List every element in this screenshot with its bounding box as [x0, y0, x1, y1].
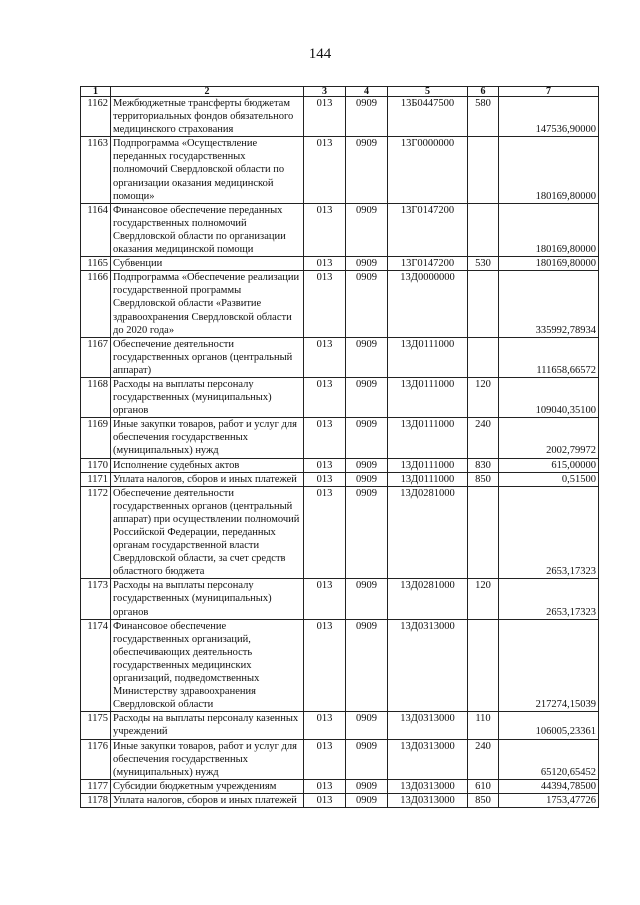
table-body: [81, 97, 599, 808]
admin-code: 013: [304, 97, 346, 137]
expense-type-code: [468, 486, 499, 579]
admin-code: 013: [304, 619, 346, 712]
admin-code: 013: [304, 137, 346, 203]
amount-value: 106005,23361: [499, 712, 599, 739]
row-number: 1178: [81, 793, 111, 807]
admin-code: 013: [304, 793, 346, 807]
admin-code: 013: [304, 271, 346, 337]
table-row: [81, 137, 599, 203]
target-item-code: 13Г0147200: [388, 257, 468, 271]
target-item-code: 13Д0281000: [388, 579, 468, 619]
target-item-code: 13Б0447500: [388, 97, 468, 137]
target-item-code: 13Д0281000: [388, 486, 468, 579]
target-item-code: 13Д0111000: [388, 337, 468, 377]
section-code: 0909: [346, 203, 388, 256]
expense-type-code: 240: [468, 418, 499, 458]
target-item-code: 13Д0313000: [388, 793, 468, 807]
admin-code: 013: [304, 458, 346, 472]
row-number: 1162: [81, 97, 111, 137]
expense-name: Обеспечение деятельности государственных органов (центральный аппарат) при осуществлении полномочий Российской Федерации, переданных органам государственной власти Свердловской области, за счет средств областного бюджета: [111, 486, 304, 579]
expense-type-code: 850: [468, 793, 499, 807]
row-number: 1174: [81, 619, 111, 712]
expense-name: Расходы на выплаты персоналу казенных учреждений: [111, 712, 304, 739]
header-row: [81, 87, 599, 97]
expense-name: Субсидии бюджетным учреждениям: [111, 779, 304, 793]
amount-value: 65120,65452: [499, 739, 599, 779]
col-header-2: 2: [111, 87, 304, 97]
expense-type-code: 850: [468, 472, 499, 486]
section-code: 0909: [346, 418, 388, 458]
expense-type-code: [468, 619, 499, 712]
table-row: [81, 337, 599, 377]
row-number: 1166: [81, 271, 111, 337]
table-row: [81, 418, 599, 458]
section-code: 0909: [346, 619, 388, 712]
row-number: 1172: [81, 486, 111, 579]
row-number: 1171: [81, 472, 111, 486]
table-row: [81, 486, 599, 579]
col-header-6: 6: [468, 87, 499, 97]
expense-type-code: [468, 137, 499, 203]
expense-type-code: 120: [468, 377, 499, 417]
admin-code: 013: [304, 377, 346, 417]
row-number: 1164: [81, 203, 111, 256]
admin-code: 013: [304, 579, 346, 619]
row-number: 1177: [81, 779, 111, 793]
expense-name: Иные закупки товаров, работ и услуг для обеспечения государственных (муниципальных) нужд: [111, 739, 304, 779]
section-code: 0909: [346, 739, 388, 779]
expense-type-code: [468, 337, 499, 377]
admin-code: 013: [304, 257, 346, 271]
table-row: [81, 472, 599, 486]
admin-code: 013: [304, 486, 346, 579]
admin-code: 013: [304, 739, 346, 779]
row-number: 1168: [81, 377, 111, 417]
table-row: [81, 739, 599, 779]
row-number: 1173: [81, 579, 111, 619]
expense-type-code: 580: [468, 97, 499, 137]
row-number: 1167: [81, 337, 111, 377]
target-item-code: 13Г0000000: [388, 137, 468, 203]
row-number: 1176: [81, 739, 111, 779]
amount-value: 1753,47726: [499, 793, 599, 807]
amount-value: 2653,17323: [499, 579, 599, 619]
budget-table: [80, 86, 599, 808]
expense-name: Иные закупки товаров, работ и услуг для обеспечения государственных (муниципальных) нужд: [111, 418, 304, 458]
table-row: [81, 203, 599, 256]
section-code: 0909: [346, 458, 388, 472]
amount-value: 111658,66572: [499, 337, 599, 377]
expense-type-code: 110: [468, 712, 499, 739]
section-code: 0909: [346, 257, 388, 271]
table-row: [81, 793, 599, 807]
amount-value: 335992,78934: [499, 271, 599, 337]
section-code: 0909: [346, 377, 388, 417]
section-code: 0909: [346, 337, 388, 377]
target-item-code: 13Д0313000: [388, 712, 468, 739]
amount-value: 217274,15039: [499, 619, 599, 712]
expense-name: Подпрограмма «Обеспечение реализации государственной программы Свердловской области «Развитие здравоохранения Свердловской области до 2020 года»: [111, 271, 304, 337]
amount-value: 44394,78500: [499, 779, 599, 793]
section-code: 0909: [346, 712, 388, 739]
section-code: 0909: [346, 271, 388, 337]
expense-name: Подпрограмма «Осуществление переданных государственных полномочий Свердловской области по организации оказания медицинской помощи»: [111, 137, 304, 203]
expense-name: Уплата налогов, сборов и иных платежей: [111, 793, 304, 807]
admin-code: 013: [304, 418, 346, 458]
col-header-4: 4: [346, 87, 388, 97]
expense-name: Расходы на выплаты персоналу государственных (муниципальных) органов: [111, 377, 304, 417]
section-code: 0909: [346, 579, 388, 619]
expense-name: Межбюджетные трансферты бюджетам территориальных фондов обязательного медицинского страхования: [111, 97, 304, 137]
expense-name: Финансовое обеспечение государственных организаций, обеспечивающих деятельность государственных медицинских организаций, подведомственных Министерству здравоохранения Свердловской области: [111, 619, 304, 712]
table-row: [81, 377, 599, 417]
row-number: 1170: [81, 458, 111, 472]
row-number: 1165: [81, 257, 111, 271]
expense-type-code: [468, 203, 499, 256]
target-item-code: 13Д0313000: [388, 739, 468, 779]
amount-value: 147536,90000: [499, 97, 599, 137]
expense-name: Субвенции: [111, 257, 304, 271]
table-row: [81, 271, 599, 337]
section-code: 0909: [346, 472, 388, 486]
expense-name: Уплата налогов, сборов и иных платежей: [111, 472, 304, 486]
amount-value: 615,00000: [499, 458, 599, 472]
target-item-code: 13Д0111000: [388, 472, 468, 486]
row-number: 1175: [81, 712, 111, 739]
table-row: [81, 458, 599, 472]
expense-type-code: 240: [468, 739, 499, 779]
amount-value: 180169,80000: [499, 137, 599, 203]
expense-type-code: 610: [468, 779, 499, 793]
amount-value: 180169,80000: [499, 203, 599, 256]
section-code: 0909: [346, 779, 388, 793]
section-code: 0909: [346, 486, 388, 579]
section-code: 0909: [346, 793, 388, 807]
admin-code: 013: [304, 337, 346, 377]
expense-type-code: 120: [468, 579, 499, 619]
amount-value: 2653,17323: [499, 486, 599, 579]
expense-name: Исполнение судебных актов: [111, 458, 304, 472]
table-row: [81, 619, 599, 712]
target-item-code: 13Д0000000: [388, 271, 468, 337]
col-header-1: 1: [81, 87, 111, 97]
row-number: 1163: [81, 137, 111, 203]
amount-value: 109040,35100: [499, 377, 599, 417]
col-header-3: 3: [304, 87, 346, 97]
col-header-7: 7: [499, 87, 599, 97]
expense-type-code: 530: [468, 257, 499, 271]
amount-value: 2002,79972: [499, 418, 599, 458]
table-row: [81, 579, 599, 619]
target-item-code: 13Д0111000: [388, 377, 468, 417]
admin-code: 013: [304, 779, 346, 793]
amount-value: 0,51500: [499, 472, 599, 486]
target-item-code: 13Д0111000: [388, 458, 468, 472]
target-item-code: 13Д0313000: [388, 619, 468, 712]
amount-value: 180169,80000: [499, 257, 599, 271]
admin-code: 013: [304, 712, 346, 739]
row-number: 1169: [81, 418, 111, 458]
table-row: [81, 257, 599, 271]
expense-name: Обеспечение деятельности государственных органов (центральный аппарат): [111, 337, 304, 377]
admin-code: 013: [304, 472, 346, 486]
expense-type-code: 830: [468, 458, 499, 472]
table-row: [81, 97, 599, 137]
section-code: 0909: [346, 97, 388, 137]
expense-type-code: [468, 271, 499, 337]
section-code: 0909: [346, 137, 388, 203]
col-header-5: 5: [388, 87, 468, 97]
target-item-code: 13Г0147200: [388, 203, 468, 256]
table-row: [81, 779, 599, 793]
expense-name: Расходы на выплаты персоналу государственных (муниципальных) органов: [111, 579, 304, 619]
table-row: [81, 712, 599, 739]
target-item-code: 13Д0313000: [388, 779, 468, 793]
page-number: 144: [308, 46, 332, 62]
admin-code: 013: [304, 203, 346, 256]
target-item-code: 13Д0111000: [388, 418, 468, 458]
expense-name: Финансовое обеспечение переданных государственных полномочий Свердловской области по организации оказания медицинской помощи: [111, 203, 304, 256]
